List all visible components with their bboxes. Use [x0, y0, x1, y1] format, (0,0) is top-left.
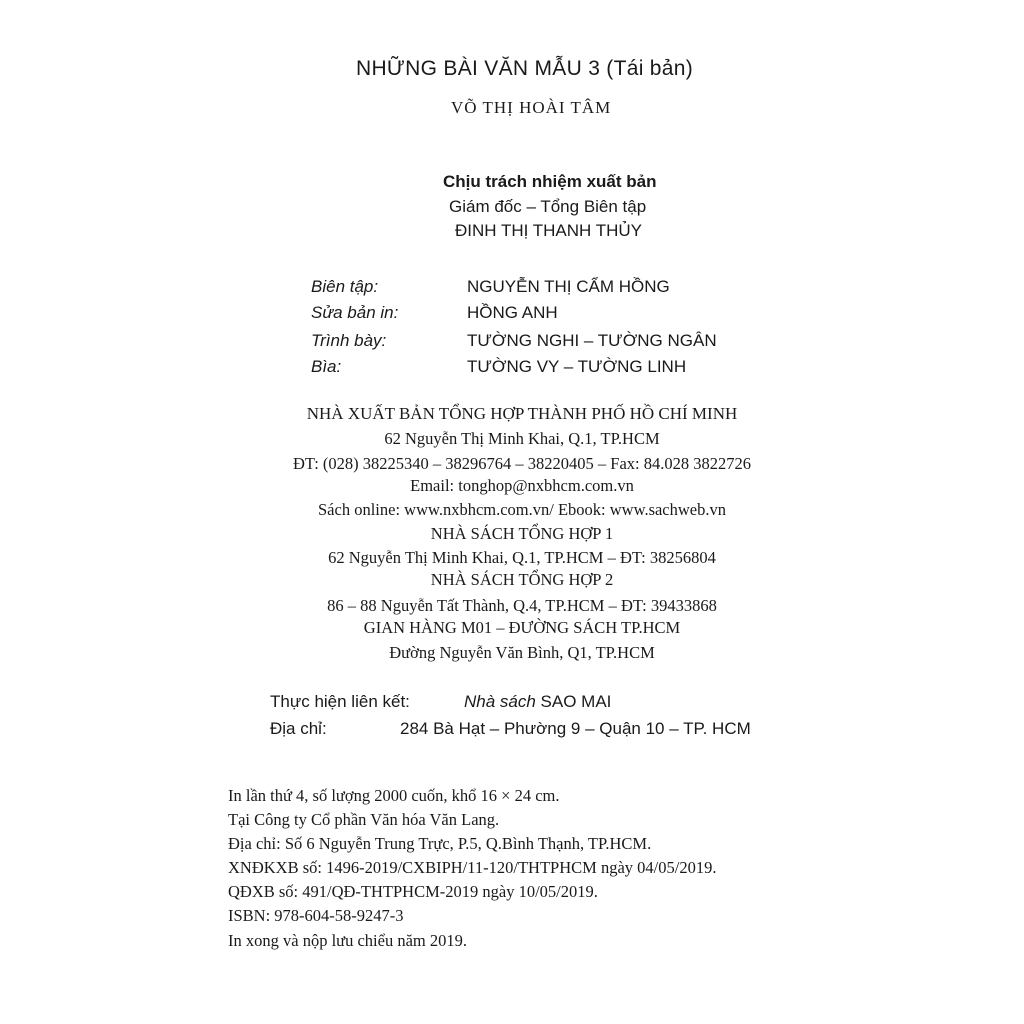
partner-label: Thực hiện liên kết:: [270, 692, 410, 711]
author-name: VÕ THỊ HOÀI TÂM: [451, 98, 612, 117]
imprint-line: In xong và nộp lưu chiểu năm 2019.: [228, 931, 467, 950]
responsibility-name: ĐINH THỊ THANH THỦY: [455, 221, 643, 240]
partner-value: [464, 692, 611, 712]
stall-address: Đường Nguyễn Văn Bình, Q1, TP.HCM: [389, 643, 655, 662]
credit-label: Bìa:: [311, 357, 342, 376]
credit-label: Biên tập:: [311, 277, 379, 296]
imprint-line: Địa chỉ: Số 6 Nguyễn Trung Trực, P.5, Q.Bình Thạnh, TP.HCM.: [228, 834, 652, 853]
publisher-email: Email: tonghop@nxbhcm.com.vn: [410, 476, 634, 495]
imprint-line: QĐXB số: 491/QĐ-THTPHCM-2019 ngày 10/05/2019.: [228, 882, 598, 901]
credit-value: HỒNG ANH: [467, 303, 558, 322]
imprint-line: ISBN: 978-604-58-9247-3: [228, 906, 404, 925]
credit-value: TƯỜNG NGHI – TƯỜNG NGÂN: [467, 331, 717, 350]
credit-label: Sửa bản in:: [311, 303, 399, 322]
credit-value: TƯỜNG VY – TƯỜNG LINH: [467, 357, 687, 376]
store2-address: 86 – 88 Nguyễn Tất Thành, Q.4, TP.HCM – ĐT: 39433868: [327, 596, 717, 615]
imprint-line: In lần thứ 4, số lượng 2000 cuốn, khổ 16 × 24 cm.: [228, 786, 560, 805]
publisher-phone: ĐT: (028) 38225340 – 38296764 – 38220405 – Fax: 84.028 3822726: [293, 454, 751, 473]
store1-address: 62 Nguyễn Thị Minh Khai, Q.1, TP.HCM – ĐT: 38256804: [328, 548, 716, 567]
credit-label: Trình bày:: [311, 331, 387, 350]
stall-name: GIAN HÀNG M01 – ĐƯỜNG SÁCH TP.HCM: [363, 618, 681, 637]
store2-name: NHÀ SÁCH TỔNG HỢP 2: [430, 570, 614, 589]
publisher-online: Sách online: www.nxbhcm.com.vn/ Ebook: www.sachweb.vn: [318, 500, 726, 519]
responsibility-heading: Chịu trách nhiệm xuất bản: [443, 172, 657, 191]
publisher-address: 62 Nguyễn Thị Minh Khai, Q.1, TP.HCM: [384, 429, 660, 448]
responsibility-role: Giám đốc – Tổng Biên tập: [449, 197, 647, 216]
imprint-line: Tại Công ty Cổ phần Văn hóa Văn Lang.: [228, 810, 500, 829]
partner-address-value: 284 Bà Hạt – Phường 9 – Quận 10 – TP. HCM: [400, 719, 751, 738]
partner-value-rest: SAO MAI: [535, 692, 612, 711]
book-title: NHỮNG BÀI VĂN MẪU 3 (Tái bản): [356, 57, 694, 80]
publisher-name: NHÀ XUẤT BẢN TỔNG HỢP THÀNH PHỐ HỒ CHÍ MINH: [306, 404, 738, 423]
credit-value: NGUYỄN THỊ CẨM HỒNG: [467, 277, 670, 296]
store1-name: NHÀ SÁCH TỔNG HỢP 1: [430, 524, 614, 543]
partner-value-italic: Nhà sách: [464, 692, 536, 711]
partner-address-label: Địa chỉ:: [270, 719, 327, 738]
imprint-line: XNĐKXB số: 1496-2019/CXBIPH/11-120/THTPHCM ngày 04/05/2019.: [228, 858, 717, 877]
